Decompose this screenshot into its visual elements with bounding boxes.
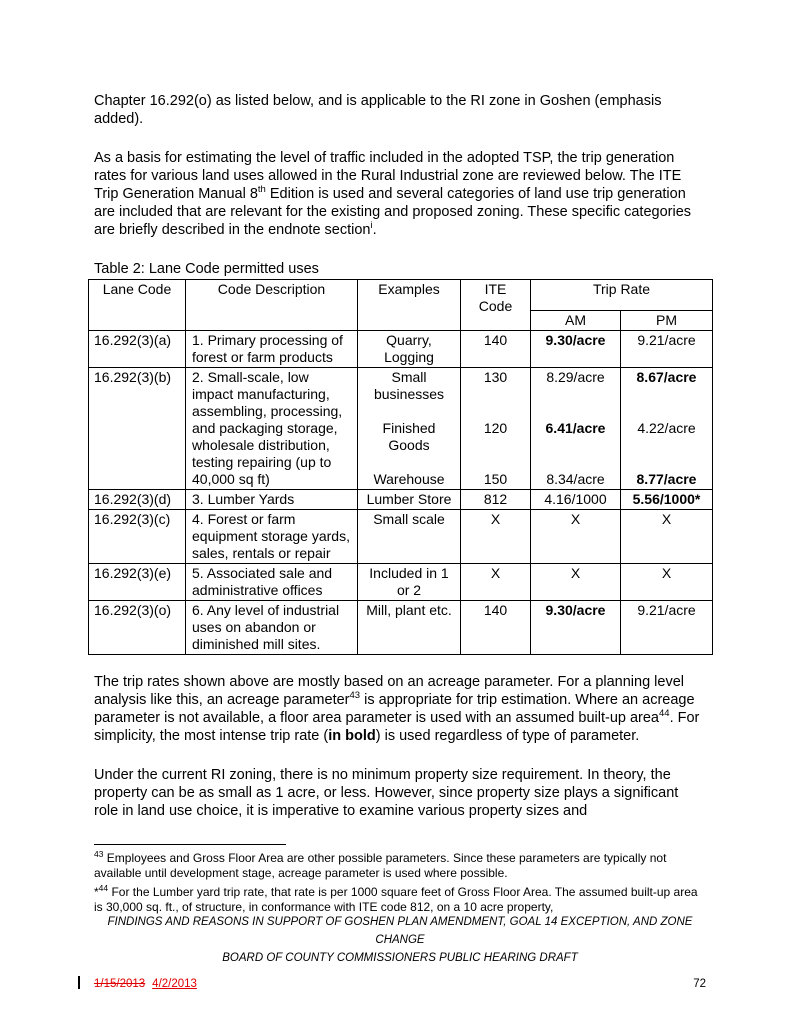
am-rate: X: [570, 511, 581, 527]
permitted-uses-table: [88, 279, 713, 655]
ite-code-item: 150: [483, 471, 508, 487]
cell-examples: Included in 1 or 2: [358, 564, 461, 601]
am-rate: 4.16/1000: [544, 491, 607, 507]
paragraph-trip-rates: [94, 673, 706, 745]
cell-am-rate: [531, 564, 621, 601]
cell-lane-code: 16.292(3)(e): [89, 564, 186, 601]
cell-lane-code: 16.292(3)(d): [89, 490, 186, 510]
footer-line-2: BOARD OF COUNTY COMMISSIONERS PUBLIC HEARING DRAFT: [222, 952, 578, 964]
footnote-44: [94, 885, 706, 915]
cell-examples: [358, 368, 461, 490]
cell-description: 6. Any level of industrial uses on abandon or diminished mill sites.: [186, 601, 358, 655]
cell-ite-code: 812: [461, 490, 531, 510]
paragraph-zoning: Under the current RI zoning, there is no minimum property size requirement. In theory, the property can be as small as 1 acre, or less. However, since property size plays a significant role in land use choice, it is imperative to examine various property sizes and: [94, 767, 679, 819]
footnote-text: Employees and Gross Floor Area are other possible parameters. Since these parameters are typically not available until development stage, acreage parameter is used where possible.: [94, 851, 667, 880]
text-segment: . For simplicity, the most intense trip rate (: [94, 710, 700, 744]
page-footer: [94, 913, 706, 967]
cell-description: 5. Associated sale and administrative offices: [186, 564, 358, 601]
cell-description: 2. Small-scale, low impact manufacturing, assembling, processing, and packaging storage, wholesale distribution, testing repairing (up to 40,000 sq ft): [186, 368, 358, 490]
table-row-a: [89, 331, 713, 368]
revision-date-old: 1/15/2013: [94, 978, 146, 990]
cell-am-rate: [531, 490, 621, 510]
footnote-ref-43: 43: [349, 690, 361, 702]
header-am: AM: [531, 311, 621, 331]
revision-line: [94, 975, 706, 993]
cell-am-rate: [531, 510, 621, 564]
cell-pm-rate: [621, 368, 713, 490]
cell-pm-rate: [621, 601, 713, 655]
paragraph-chapter-intro: Chapter 16.292(o) as listed below, and is applicable to the RI zone in Goshen (emphasis added).: [94, 93, 662, 127]
cell-am-rate: [531, 331, 621, 368]
text-segment: Edition is used and several categories of land use trip generation are included that are relevant for the existing and proposed zoning. These specific categories are briefly described in the endnote section: [94, 186, 692, 238]
pm-rate: 5.56/1000*: [632, 491, 701, 507]
cell-ite-code: [461, 368, 531, 490]
table-row-e: [89, 564, 713, 601]
cell-am-rate: [531, 368, 621, 490]
footnote-ref-44: 44: [659, 708, 670, 720]
cell-ite-code: 140: [461, 601, 531, 655]
am-rate: 9.30/acre: [545, 602, 606, 618]
cell-pm-rate: [621, 510, 713, 564]
am-rate: 8.34/acre: [546, 471, 605, 487]
footnote-marker-44: 44: [98, 883, 109, 893]
cell-lane-code: 16.292(3)(o): [89, 601, 186, 655]
example-item: Small businesses: [373, 369, 445, 402]
pm-rate: 9.21/acre: [637, 332, 696, 348]
am-rate: 9.30/acre: [545, 332, 606, 348]
am-rate: X: [570, 565, 581, 581]
text-segment: .: [372, 222, 377, 238]
cell-lane-code: 16.292(3)(c): [89, 510, 186, 564]
revision-date-new: 4/2/2013: [152, 978, 197, 990]
ite-code-item: 120: [483, 420, 508, 436]
cell-pm-rate: [621, 331, 713, 368]
text-segment: ) is used regardless of type of parameter.: [375, 728, 640, 744]
footnote-43: [94, 851, 706, 881]
cell-pm-rate: [621, 564, 713, 601]
bold-emphasis: in bold: [328, 728, 376, 744]
am-rate: 8.29/acre: [546, 369, 605, 385]
text-segment: The trip rates shown above are mostly based on an acreage parameter. For a planning level analysis like this, an acreage parameter: [94, 674, 685, 708]
footnote-marker-43: 43: [94, 849, 104, 859]
cell-am-rate: [531, 601, 621, 655]
header-code-description: Code Description: [186, 280, 358, 331]
header-pm: PM: [621, 311, 713, 331]
cell-examples: Mill, plant etc.: [358, 601, 461, 655]
table-row-o: [89, 601, 713, 655]
text-segment: As a basis for estimating the level of traffic included in the adopted TSP, the trip generation rates for various land uses allowed in the Rural Industrial zone are reviewed below. The ITE Trip Generation Manual 8: [94, 150, 682, 202]
cell-examples: Small scale: [358, 510, 461, 564]
table-row-b: [89, 368, 713, 490]
example-item: Warehouse: [373, 471, 445, 487]
pm-rate: X: [661, 565, 672, 581]
footer-line-1: FINDINGS AND REASONS IN SUPPORT OF GOSHEN PLAN AMENDMENT, GOAL 14 EXCEPTION, AND ZONE CHANGE: [107, 916, 693, 946]
cell-description: 3. Lumber Yards: [186, 490, 358, 510]
endnote-ref-i: i: [370, 220, 373, 232]
cell-lane-code: 16.292(3)(b): [89, 368, 186, 490]
paragraph-trip-generation: [94, 149, 706, 239]
table-row-c: [89, 510, 713, 564]
header-lane-code: Lane Code: [89, 280, 186, 331]
footnote-text: For the Lumber yard trip rate, that rate is per 1000 square feet of Gross Floor Area. The assumed built-up area is 30,000 sq. ft., of structure, in conformance with ITE code 812, on a 10 acre property,: [94, 885, 698, 914]
am-rate: 6.41/acre: [545, 420, 606, 436]
cell-ite-code: X: [461, 564, 531, 601]
footnote-asterisk: *: [94, 885, 99, 899]
pm-rate: 8.67/acre: [636, 369, 697, 385]
header-trip-rate: Trip Rate: [531, 280, 713, 311]
header-ite-code: ITE Code: [461, 280, 531, 331]
table-header-row: [89, 280, 713, 311]
cell-ite-code: X: [461, 510, 531, 564]
cell-ite-code: 140: [461, 331, 531, 368]
superscript-th: th: [257, 184, 266, 196]
table-caption: Table 2: Lane Code permitted uses: [94, 261, 319, 277]
page-number: 72: [693, 978, 706, 990]
pm-rate: 9.21/acre: [637, 602, 696, 618]
cell-examples: Quarry, Logging: [358, 331, 461, 368]
cell-lane-code: 16.292(3)(a): [89, 331, 186, 368]
cell-description: 4. Forest or farm equipment storage yards, sales, rentals or repair: [186, 510, 358, 564]
ite-code-item: 130: [483, 369, 508, 385]
change-bar: [78, 976, 80, 989]
pm-rate: 4.22/acre: [637, 420, 696, 436]
cell-description: 1. Primary processing of forest or farm products: [186, 331, 358, 368]
cell-examples: Lumber Store: [358, 490, 461, 510]
header-examples: Examples: [358, 280, 461, 331]
cell-pm-rate: [621, 490, 713, 510]
pm-rate: X: [661, 511, 672, 527]
example-item: Finished Goods: [382, 420, 436, 453]
table-row-d: [89, 490, 713, 510]
footnote-separator: [94, 844, 286, 845]
pm-rate: 8.77/acre: [636, 471, 697, 487]
text-segment: is appropriate for trip estimation. Where an acreage parameter is not available, a floor area parameter is used with an assumed built-up area: [94, 692, 695, 726]
